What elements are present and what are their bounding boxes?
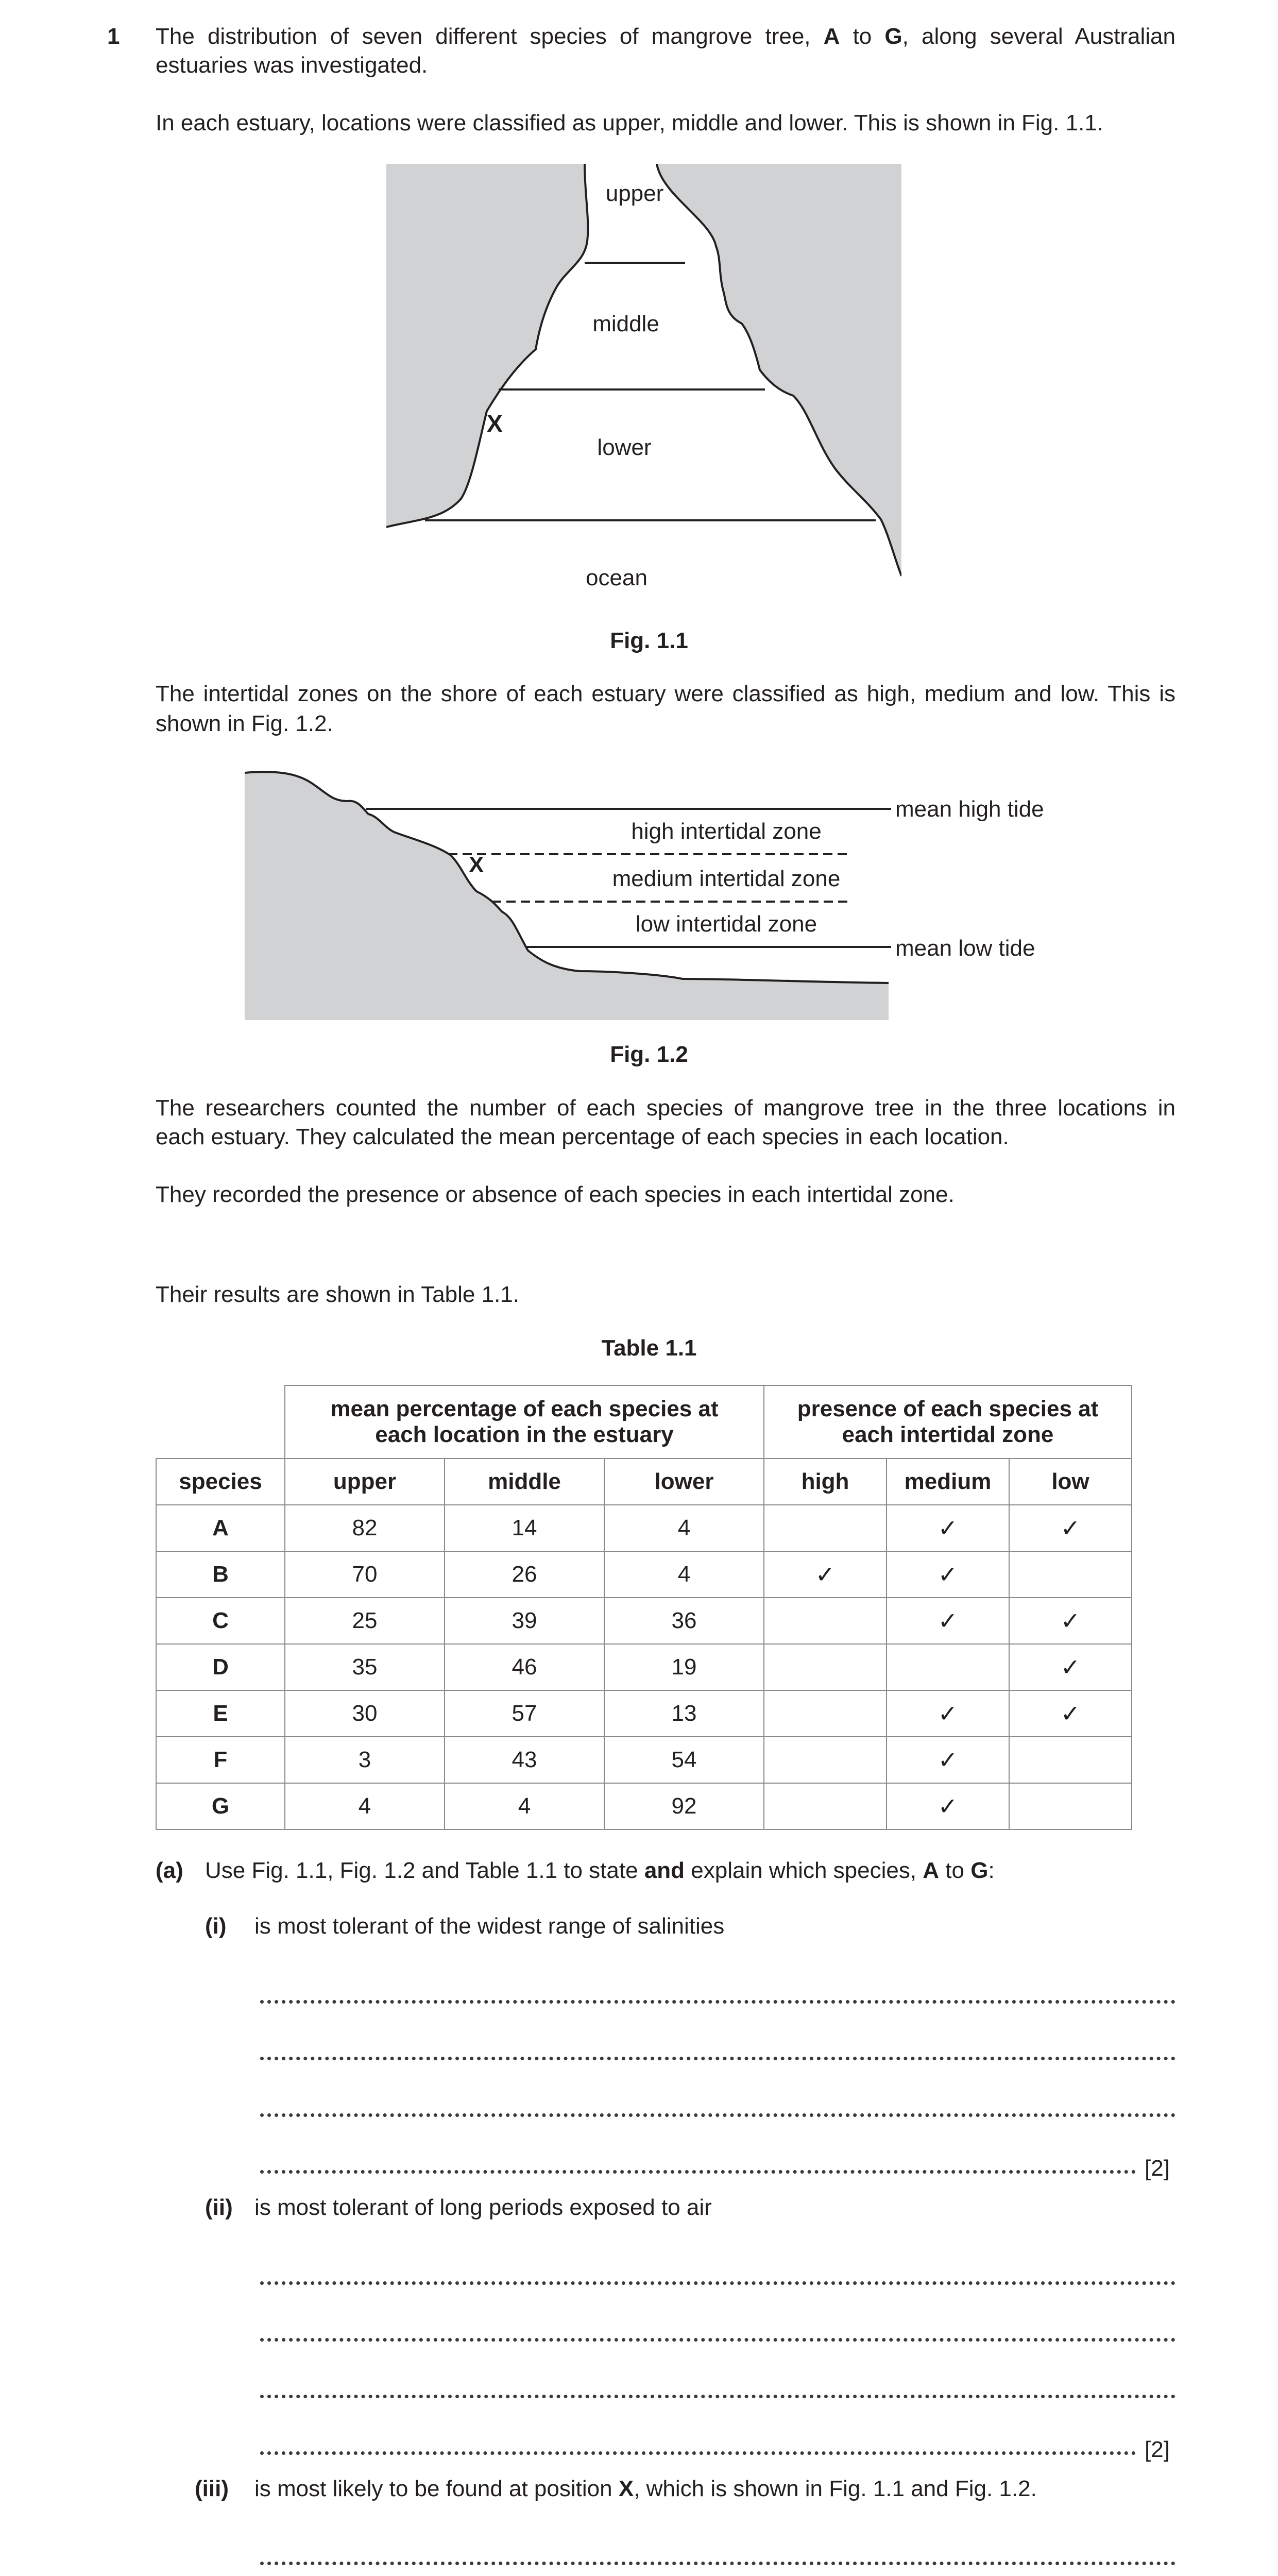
cell-middle: 4 [445, 1783, 604, 1829]
cell-upper: 3 [285, 1737, 445, 1783]
table-row [156, 1690, 1132, 1737]
cell-upper: 82 [285, 1505, 445, 1551]
cell-low [1009, 1551, 1132, 1598]
cell-species: G [156, 1783, 285, 1829]
intro-line-1: The distribution of seven different species of mangrove tree, A to G, along several Australian [156, 24, 1175, 49]
cell-low: ✓ [1009, 1505, 1132, 1551]
zones-line-2: shown in Fig. 1.2. [156, 711, 333, 736]
cell-medium: ✓ [887, 1505, 1009, 1551]
cell-lower: 92 [604, 1783, 764, 1829]
method-line-3: They recorded the presence or absence of each species in each intertidal zone. [156, 1182, 955, 1207]
label-mean-high-tide: mean high tide [895, 796, 1044, 822]
cell-lower: 4 [604, 1551, 764, 1598]
table-corner [156, 1385, 285, 1459]
cell-medium: ✓ [887, 1598, 1009, 1644]
cell-species: F [156, 1737, 285, 1783]
cell-middle: 43 [445, 1737, 604, 1783]
col-high: high [764, 1459, 887, 1505]
answer-line[interactable] [260, 2281, 1175, 2285]
fig-1-2-caption: Fig. 1.2 [610, 1042, 688, 1067]
part-a-stem: Use Fig. 1.1, Fig. 1.2 and Table 1.1 to state and explain which species, A to G: [205, 1858, 995, 1883]
answer-line[interactable] [260, 2000, 1175, 2004]
label-position-x: X [487, 410, 503, 437]
cell-low: ✓ [1009, 1690, 1132, 1737]
answer-line[interactable] [260, 2338, 1175, 2342]
cell-middle: 57 [445, 1690, 604, 1737]
cell-middle: 26 [445, 1551, 604, 1598]
zones-line-1: The intertidal zones on the shore of each estuary were classified as high, medium and low. This is [156, 681, 1175, 706]
cell-middle: 14 [445, 1505, 604, 1551]
cell-upper: 30 [285, 1690, 445, 1737]
left-shore [386, 164, 588, 527]
cell-medium: ✓ [887, 1737, 1009, 1783]
cell-upper: 25 [285, 1598, 445, 1644]
answer-line[interactable] [260, 2170, 1136, 2174]
cell-lower: 13 [604, 1690, 764, 1737]
cell-lower: 19 [604, 1644, 764, 1690]
cell-high [764, 1598, 887, 1644]
fig-1-1-caption: Fig. 1.1 [610, 628, 688, 653]
column-header-row [156, 1459, 1132, 1505]
table-row [156, 1551, 1132, 1598]
cell-low [1009, 1737, 1132, 1783]
answer-line[interactable] [260, 2451, 1136, 2455]
label-upper: upper [605, 181, 664, 206]
cell-species: C [156, 1598, 285, 1644]
intro-line-2: estuaries was investigated. [156, 53, 428, 78]
cell-lower: 36 [604, 1598, 764, 1644]
label-high-zone: high intertidal zone [631, 819, 822, 844]
cell-middle: 39 [445, 1598, 604, 1644]
method-line-2: each estuary. They calculated the mean percentage of each species in each location. [156, 1124, 1009, 1149]
label-middle: middle [592, 311, 659, 336]
col-medium: medium [887, 1459, 1009, 1505]
part-a-label: (a) [156, 1858, 183, 1883]
marks-a-ii: [2] [1145, 2437, 1170, 2462]
table-row [156, 1505, 1132, 1551]
cell-species: E [156, 1690, 285, 1737]
cell-medium [887, 1644, 1009, 1690]
label-position-x: X [469, 852, 484, 877]
answer-line[interactable] [260, 2562, 1175, 2565]
results-table [156, 1385, 1132, 1830]
cell-species: B [156, 1551, 285, 1598]
cell-low [1009, 1783, 1132, 1829]
part-a-iii-label: (iii) [195, 2476, 229, 2501]
cell-high [764, 1737, 887, 1783]
label-lower: lower [597, 435, 652, 460]
group-header-zone: presence of each species at each intertidal zone [764, 1385, 1132, 1459]
cell-medium: ✓ [887, 1551, 1009, 1598]
cell-middle: 46 [445, 1644, 604, 1690]
table-row [156, 1783, 1132, 1829]
cell-high [764, 1783, 887, 1829]
cell-lower: 54 [604, 1737, 764, 1783]
label-mean-low-tide: mean low tide [895, 936, 1035, 961]
cell-upper: 4 [285, 1783, 445, 1829]
method-line-1: The researchers counted the number of each species of mangrove tree in the three locations in [156, 1095, 1175, 1121]
fig-1-1-estuary-diagram [386, 164, 901, 586]
marks-a-i: [2] [1145, 2156, 1170, 2181]
col-upper: upper [285, 1459, 445, 1505]
part-a-i-text: is most tolerant of the widest range of salinities [254, 1913, 725, 1939]
intro-paragraph-2: In each estuary, locations were classified as upper, middle and lower. This is shown in Fig. 1.1. [156, 110, 1103, 135]
col-species: species [156, 1459, 285, 1505]
label-ocean: ocean [586, 565, 647, 586]
cell-low: ✓ [1009, 1598, 1132, 1644]
col-middle: middle [445, 1459, 604, 1505]
cell-medium: ✓ [887, 1690, 1009, 1737]
cell-lower: 4 [604, 1505, 764, 1551]
method-line-4: Their results are shown in Table 1.1. [156, 1282, 519, 1307]
cell-high [764, 1505, 887, 1551]
cell-medium: ✓ [887, 1783, 1009, 1829]
cell-low: ✓ [1009, 1644, 1132, 1690]
cell-upper: 35 [285, 1644, 445, 1690]
part-a-ii-label: (ii) [205, 2195, 233, 2220]
cell-high [764, 1644, 887, 1690]
answer-line[interactable] [260, 2057, 1175, 2060]
col-lower: lower [604, 1459, 764, 1505]
table-caption: Table 1.1 [601, 1335, 697, 1361]
question-number: 1 [107, 24, 120, 49]
cell-species: A [156, 1505, 285, 1551]
answer-line[interactable] [260, 2395, 1175, 2398]
table-row [156, 1598, 1132, 1644]
cell-species: D [156, 1644, 285, 1690]
table-row [156, 1644, 1132, 1690]
part-a-i-label: (i) [205, 1913, 227, 1939]
cell-high [764, 1690, 887, 1737]
col-low: low [1009, 1459, 1132, 1505]
cell-upper: 70 [285, 1551, 445, 1598]
label-low-zone: low intertidal zone [635, 911, 817, 937]
cell-high: ✓ [764, 1551, 887, 1598]
table-row [156, 1737, 1132, 1783]
label-medium-zone: medium intertidal zone [612, 866, 841, 891]
part-a-iii-text: is most likely to be found at position X, which is shown in Fig. 1.1 and Fig. 1.2. [254, 2476, 1037, 2501]
group-header-location: mean percentage of each species at each location in the estuary [285, 1385, 764, 1459]
answer-line[interactable] [260, 2113, 1175, 2117]
fig-1-2-shore-profile [245, 762, 1056, 1030]
part-a-ii-text: is most tolerant of long periods exposed to air [254, 2195, 712, 2220]
right-shore [657, 164, 901, 576]
